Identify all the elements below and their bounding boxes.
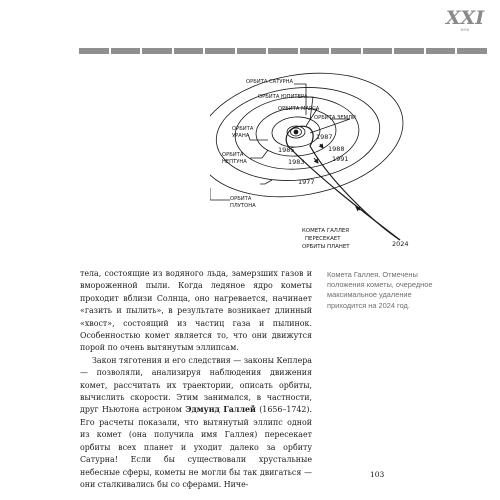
- century-heading: [440, 8, 490, 34]
- halley-orbit-diagram: [210, 60, 430, 255]
- century-number: XXI: [445, 7, 485, 29]
- label-orbit-neptune-2: НЕПТУНА: [222, 159, 247, 165]
- sun: [294, 130, 298, 134]
- label-orbit-uranus-2: УРАНА: [232, 133, 250, 139]
- body-text: [80, 268, 312, 491]
- name-halley: Эдмунд Галлей: [185, 405, 256, 415]
- century-subtitle: век: [460, 28, 470, 33]
- label-orbit-pluto-1: ОРБИТА: [230, 196, 252, 202]
- label-orbit-earth: ОРБИТА ЗЕМЛИ: [314, 115, 356, 121]
- comet-label-line3: ОРБИТЫ ПЛАНЕТ: [302, 244, 350, 250]
- year-1987: 1987: [316, 133, 333, 141]
- year-1985: 1985: [278, 146, 295, 154]
- year-1988: 1988: [328, 145, 345, 153]
- paragraph: Закон тяготения и его следствия — законы Кеплера — позволяли, анализируя наблюдения движения комет, рассчитать их траектории, описать орбиты, вычислить скорости. Этим занимался, в частности, друг Ньютона астроном Эдмунд Галлей (1656–1742). Его расчеты показали, что вытянутый эллипс одной из комет (она получила имя Галлея) пересекает орбиты всех планет и уходит далеко за орбиту Сатурна! Если бы существовали хрустальные небесные сферы, кометы не могли бы так двигаться — они сталкивались бы со сферами. Ниче-: [80, 355, 312, 489]
- label-orbit-mars: ОРБИТА МАРСА: [278, 106, 320, 112]
- label-orbit-neptune-1: ОРБИТА: [222, 152, 244, 158]
- header-stripes: [79, 48, 487, 54]
- comet-label-line1: КОМЕТА ГАЛЛЕЯ: [302, 228, 350, 234]
- page-number: 103: [370, 470, 385, 479]
- year-2024: 2024: [392, 240, 409, 248]
- figure-caption: Комета Галлея. Отмечены положения кометы, очередное максимальное удаление приходится на 2024 год.: [327, 270, 433, 310]
- year-1983: 1983: [288, 158, 305, 166]
- paragraph: тела, состоящие из водяного льда, замерзших газов и вмороженной пыли. Когда ледяное ядро кометы проходит вблизи Солнца, оно нагревается, начинает «газить и пылить», в результате возникает длинный «хвост», состоящий из частиц газа и пылинок. Особенностью комет является то, что они движутся порой по очень вытянутым эллипсам.: [80, 269, 312, 353]
- label-orbit-jupiter: ОРБИТА ЮПИТЕРА: [258, 94, 308, 100]
- year-1991: 1991: [332, 155, 349, 163]
- label-orbit-uranus-1: ОРБИТА: [232, 126, 254, 132]
- label-orbit-saturn: ОРБИТА САТУРНА: [246, 79, 294, 85]
- year-1977: 1977: [298, 178, 315, 186]
- comet-label-line2: ПЕРЕСЕКАЕТ: [305, 236, 341, 242]
- label-orbit-pluto-2: ПЛУТОНА: [230, 203, 256, 209]
